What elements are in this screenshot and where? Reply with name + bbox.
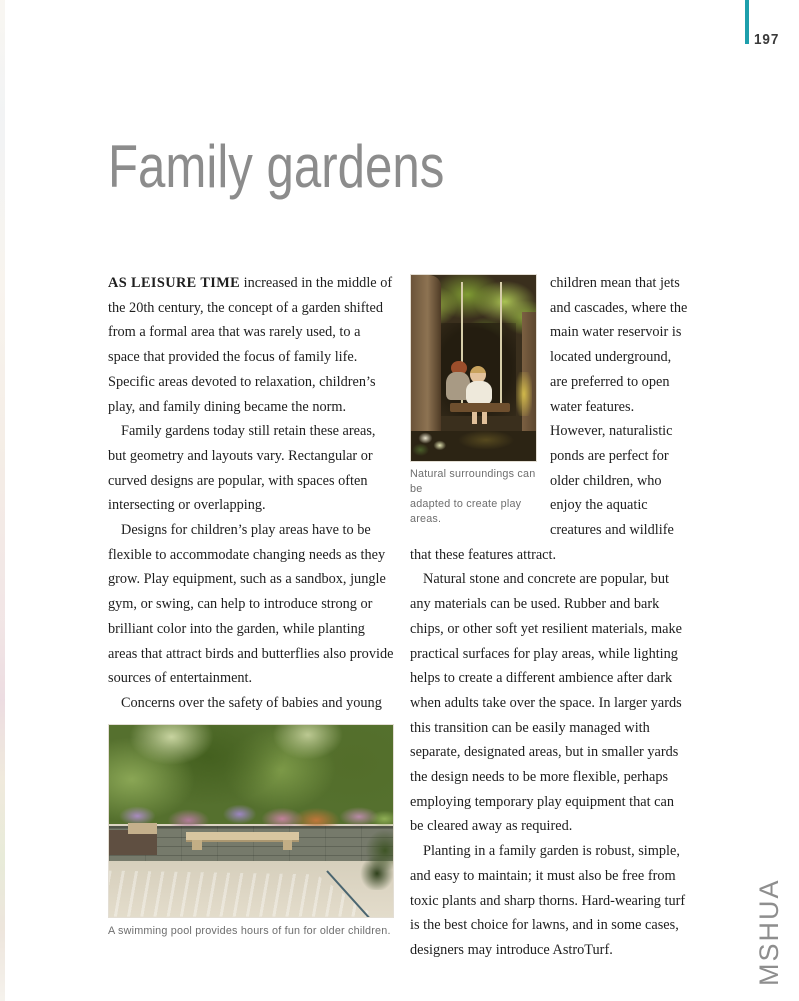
pool-photo-figure	[108, 724, 394, 939]
pool-photo-bench	[186, 832, 300, 842]
swing-rope-right	[500, 282, 502, 407]
article-columns	[108, 271, 690, 963]
pool-photo-plants	[353, 824, 393, 889]
paragraph-4-continued: children mean that jets and cascades, where the main water reservoir is located underground, are preferred to open water features. However, naturalistic ponds are perfect for older children, who enjoy the aquatic creatures and wildlife that these features attract.	[410, 275, 688, 563]
paragraph-1-lead: AS LEISURE TIME	[108, 275, 241, 291]
pool-photo	[108, 724, 394, 918]
swing-photo	[410, 274, 537, 462]
spine-watermark: MSHUA	[754, 878, 784, 986]
page-edge-strip	[0, 0, 5, 1001]
accent-bar	[745, 0, 749, 44]
paragraph-2: Family gardens today still retain these areas, but geometry and layouts vary. Rectangular or curved designs are popular, with spaces often intersecting or overlapping.	[108, 423, 376, 514]
swing-caption-line2: adapted to create play areas.	[410, 498, 522, 525]
right-column	[410, 271, 690, 963]
page-title: Family gardens	[108, 133, 445, 200]
paragraph-1-text: increased in the middle of the 20th century, the concept of a garden shifted from a formal area that was rarely used, to a space that provided the focus of family life. Specific areas devoted to relaxation, children’s play, and family dining became the norm.	[108, 275, 393, 415]
paragraph-4-start: Concerns over the safety of babies and young	[121, 694, 382, 711]
paragraph-5: Natural stone and concrete are popular, but any materials can be used. Rubber and bark chips, or other soft yet resilient materials, make practical surfaces for play areas, while lighting helps to create a different ambience after dark when adults take over the space. In larger yards this transition can be easily managed with separate, designated areas, but in smaller yards the design needs to be more flexible, perhaps employing temporary play equipment that can be cleared away as required.	[410, 571, 682, 835]
paragraph-3: Designs for children’s play areas have to be flexible to accommodate changing needs as they grow. Play equipment, such as a sandbox, jungle gym, or swing, can help to introduce strong or brilliant color into the garden, while planting areas that attract birds and butterflies also provide sources of entertainment.	[108, 522, 394, 687]
page-number: 197	[754, 31, 780, 48]
swing-seat	[450, 403, 510, 411]
swing-photo-caption	[410, 467, 537, 527]
pool-photo-lounger	[109, 830, 157, 855]
left-column	[108, 271, 394, 963]
swing-photo-flowers	[411, 428, 459, 458]
swing-caption-line1: Natural surroundings can be	[410, 468, 536, 495]
paragraph-1	[108, 271, 394, 419]
paragraph-6: Planting in a family garden is robust, simple, and easy to maintain; it must also be free from toxic plants and sharp thorns. Hard-wearing turf is the best choice for lawns, and in some cases, designers may introduce AstroTurf.	[410, 843, 686, 958]
pool-photo-caption: A swimming pool provides hours of fun for older children.	[108, 924, 391, 937]
swing-photo-figure	[410, 274, 537, 527]
